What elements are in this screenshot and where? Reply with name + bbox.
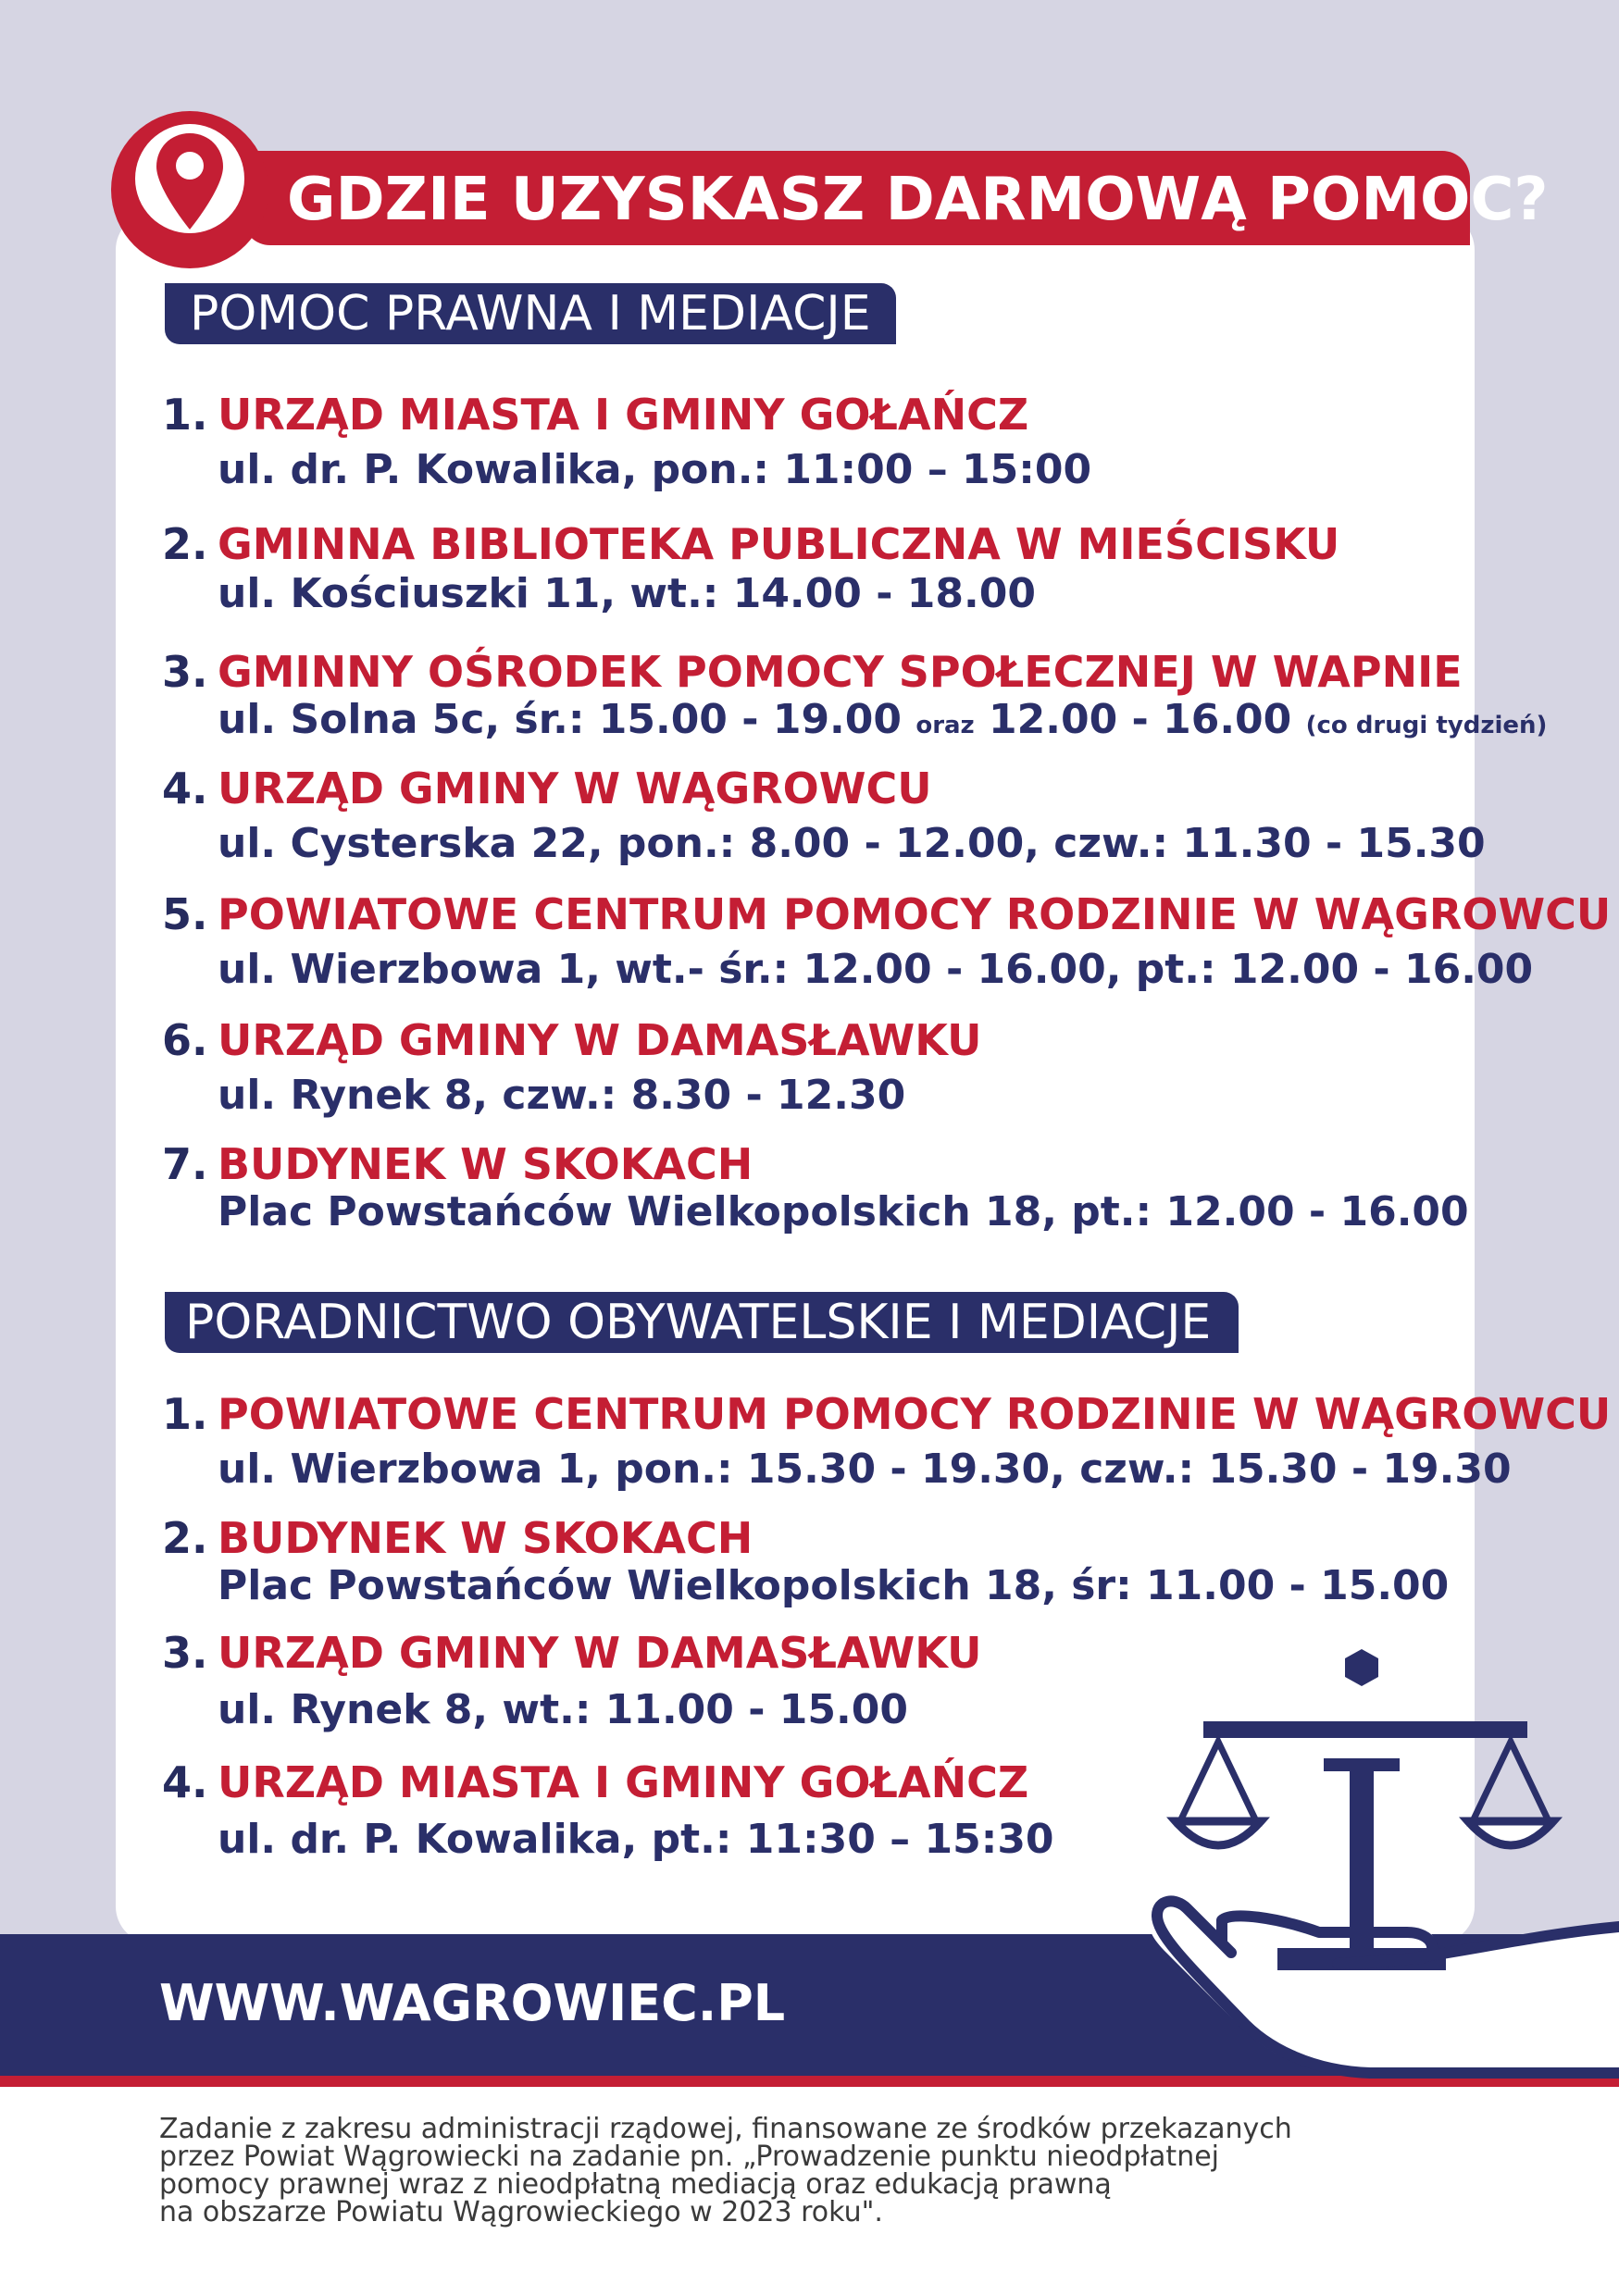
item-number: 1.	[162, 390, 208, 440]
funding-note	[159, 2113, 1474, 2228]
item-name: URZĄD GMINY W WĄGROWCU	[218, 763, 932, 813]
funding-note-line: przez Powiat Wągrowiecki na zadanie pn. „Prowadzenie punktu nieodpłatnej	[159, 2141, 1219, 2173]
section-title-legal-aid: POMOC PRAWNA I MEDIACJE	[190, 286, 871, 341]
item-number: 1.	[162, 1389, 208, 1439]
item-address: ul. Kościuszki 11, wt.: 14.00 - 18.00	[218, 570, 1036, 617]
item-name: URZĄD GMINY W DAMASŁAWKU	[218, 1628, 982, 1678]
item-address: Plac Powstańców Wielkopolskich 18, śr: 11.00 - 15.00	[218, 1562, 1450, 1609]
funding-note-line: Zadanie z zakresu administracji rządowej, finansowane ze środków przekazanych	[159, 2113, 1292, 2145]
section-title-civic-advice: PORADNICTWO OBYWATELSKIE I MEDIACJE	[185, 1295, 1212, 1350]
scales-of-justice-icon	[1129, 1638, 1619, 2101]
item-name: URZĄD MIASTA I GMINY GOŁAŃCZ	[218, 390, 1029, 440]
item-address-part: ul. Solna 5c, śr.: 15.00 - 19.00	[218, 696, 902, 743]
item-address	[218, 692, 1547, 753]
item-name: URZĄD MIASTA I GMINY GOŁAŃCZ	[218, 1757, 1029, 1807]
funding-note-line: na obszarze Powiatu Wągrowieckiego w 2023 roku".	[159, 2196, 883, 2228]
item-name: BUDYNEK W SKOKACH	[218, 1139, 753, 1189]
item-address: ul. dr. P. Kowalika, pt.: 11:30 – 15:30	[218, 1816, 1054, 1863]
item-number: 4.	[162, 1757, 208, 1807]
item-address: ul. Cysterska 22, pon.: 8.00 - 12.00, czw.: 11.30 - 15.30	[218, 820, 1486, 867]
item-name: URZĄD GMINY W DAMASŁAWKU	[218, 1015, 982, 1065]
item-name: GMINNY OŚRODEK POMOCY SPOŁECZNEJ W WAPNIE	[218, 647, 1463, 697]
item-number: 2.	[162, 1513, 208, 1563]
item-number: 4.	[162, 763, 208, 813]
website-link[interactable]: WWW.WAGROWIEC.PL	[159, 1974, 786, 2032]
funding-note-line: pomocy prawnej wraz z nieodpłatną mediacją oraz edukacją prawną	[159, 2168, 1112, 2201]
item-name: BUDYNEK W SKOKACH	[218, 1513, 753, 1563]
item-number: 6.	[162, 1015, 208, 1065]
item-address: ul. Wierzbowa 1, wt.- śr.: 12.00 - 16.00, pt.: 12.00 - 16.00	[218, 946, 1534, 993]
page-title: GDZIE UZYSKASZ DARMOWĄ POMOC?	[287, 166, 1549, 234]
item-number: 3.	[162, 1628, 208, 1678]
item-number: 5.	[162, 889, 208, 939]
item-address-conjunction: oraz	[915, 712, 975, 739]
item-address: ul. Rynek 8, wt.: 11.00 - 15.00	[218, 1686, 908, 1733]
item-address-note: (co drugi tydzień)	[1305, 712, 1548, 739]
item-address: ul. dr. P. Kowalika, pon.: 11:00 – 15:00	[218, 446, 1092, 493]
item-number: 3.	[162, 647, 208, 697]
item-name: POWIATOWE CENTRUM POMOCY RODZINIE W WĄGROWCU	[218, 1389, 1612, 1439]
item-address: ul. Rynek 8, czw.: 8.30 - 12.30	[218, 1072, 906, 1119]
item-address-part: 12.00 - 16.00	[989, 696, 1292, 743]
item-number: 2.	[162, 519, 208, 569]
item-address: ul. Wierzbowa 1, pon.: 15.30 - 19.30, czw.: 15.30 - 19.30	[218, 1446, 1512, 1493]
item-address: Plac Powstańców Wielkopolskich 18, pt.: 12.00 - 16.00	[218, 1188, 1469, 1235]
location-pin-icon	[153, 130, 227, 233]
item-name: GMINNA BIBLIOTEKA PUBLICZNA W MIEŚCISKU	[218, 519, 1340, 569]
item-number: 7.	[162, 1139, 208, 1189]
item-name: POWIATOWE CENTRUM POMOCY RODZINIE W WĄGROWCU	[218, 889, 1612, 939]
